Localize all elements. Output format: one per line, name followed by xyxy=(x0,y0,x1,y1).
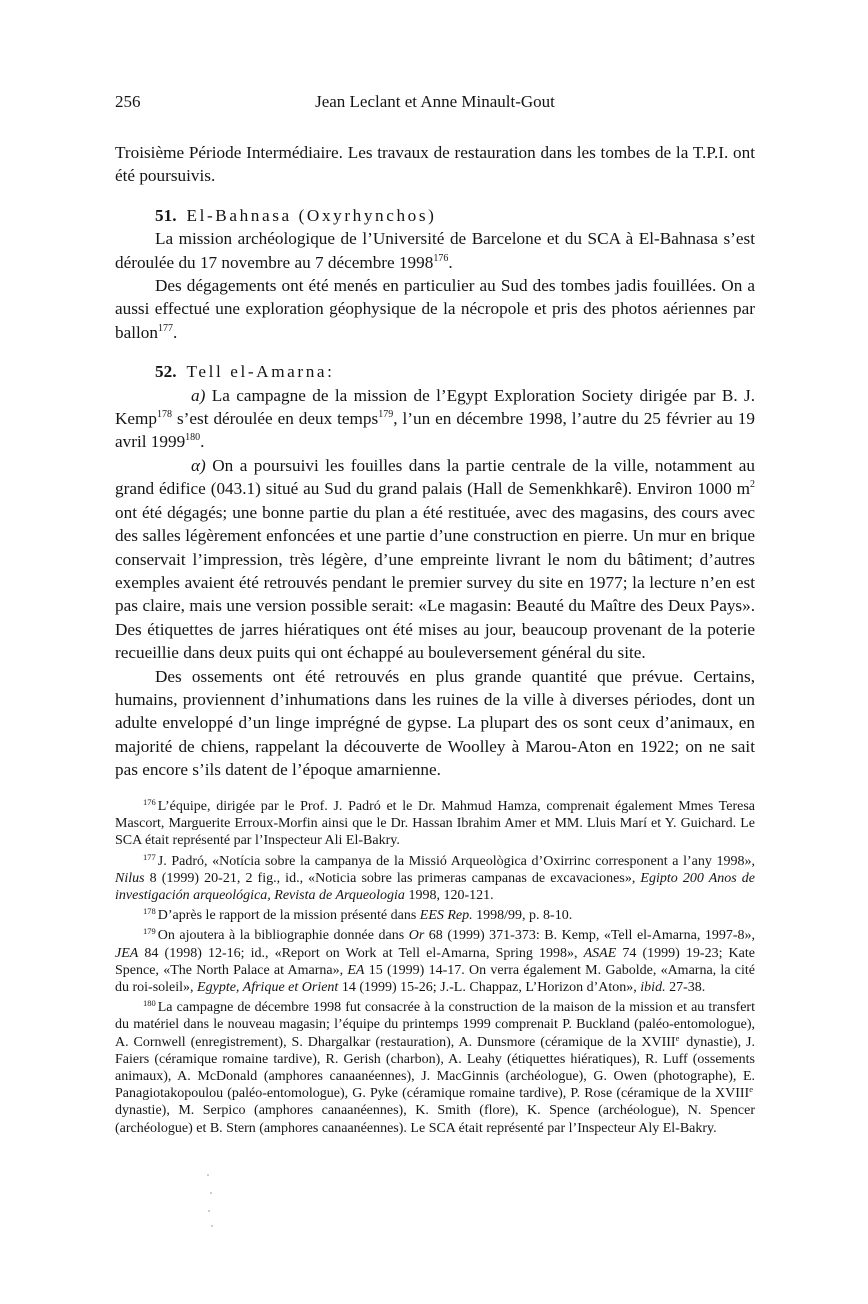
subsection-label: α) xyxy=(191,455,206,475)
section-52-paragraph-bones: Des ossements ont été retrouvés en plus grande quantité que prévue. Certains, humains, proviennent d’inhumations dans les ruines de la ville à diverses périodes, dont un adulte enveloppé d’un linge imprégné de gypse. La plupart des os sont ceux d’animaux, en majorité de chiens, rappelant la découverte de Woolley à Marou-Aton en 1922; on ne sait pas encore s’ils datent de l’époque amarnienne. xyxy=(115,666,755,780)
section-title: Tell el-Amarna: xyxy=(186,362,335,382)
section-52-paragraph-alpha: α) On a poursuivi les fouilles dans la partie centrale de la ville, notamment au grand édifice (043.1) situé au Sud du grand palais (Hall de Semenkhkarê). Environ 1000 $m^2$ ont été dégagés; une bonne partie du plan a été restituée, avec des magasins, des cours avec des salles légèrement enfoncées et une partie d’une construction en pierre. Un mur en brique conservait l’impression, très légère, d’une empreinte livrant le nom du bâtiment; d’autres exemples avaient été retrouvés pendant le premier survey du site en 1977; la lecture n’en est pas claire, mais une version possible serait: «Le magasin: Beauté du Maître des Deux Pays». Des étiquettes de jarres hiératiques ont été mises au jour, beaucoup provenant de la poterie recueillie dans deux puits qui ont échappé au bouleversement général du site. xyxy=(115,455,755,663)
footnote-179: $^{179}$ On ajoutera à la bibliographie donnée dans Or 68 (1999) 371-373: B. Kemp, «Tell el-Amarna, 1997-8», JEA 84 (1998) 12-16; id., «Report on Work at Tell el-Amarna, Spring 1998», ASAE 74 (1999) 19-23; Kate Spence, «The North Palace at Amarna», EA 15 (1999) 14-17. On verra également M. Gabolde, «Amarna, la cité du roi-soleil», Egypte, Afrique et Orient 14 (1999) 15-26; J.-L. Chappaz, L’Horizon d’Aton», ibid. 27-38. xyxy=(115,926,756,996)
footnote-number: 178 xyxy=(143,906,156,917)
running-header xyxy=(115,92,755,116)
footnote-number: 180 xyxy=(143,998,156,1009)
section-52-heading xyxy=(115,360,755,383)
footnote-176: $^{176}$ L’équipe, dirigée par le Prof. J. Padró et le Dr. Mahmud Hamza, comprenait également Mmes Teresa Mascort, Marguerite Erroux-Morfin ainsi que le Dr. Hassan Ibrahim Amer et MM. Lluis Marí et Y. Guichard. Le SCA était représenté par l’Inspecteur Ali El-Bakry. xyxy=(115,797,755,849)
footnotes xyxy=(115,798,755,1137)
footnote-ref: 179 xyxy=(378,409,394,421)
section-51-paragraph-2: Des dégagements ont été menés en particulier au Sud des tombes jadis fouillées. On a aussi effectué une exploration géophysique de la nécropole et pris des photos aériennes par ballon$^{177}$. xyxy=(115,276,755,342)
footnote-ref: 177 xyxy=(157,322,173,334)
intro-paragraph: Troisième Période Intermédiaire. Les travaux de restauration dans les tombes de la T.P.I. ont été poursuivis. xyxy=(115,143,755,186)
footnote-180: $^{180}$ La campagne de décembre 1998 fut consacrée à la construction de la maison de la mission et au transfert du matériel dans le nouveau magasin; l’équipe du printemps 1999 comprenait P. Buckland (paléo-entomologue), A. Cornwell (enregistrement), S. Dhargalkar (restauration), A. Dunsmore (céramique de la XVIIIe dynastie), J. Faiers (céramique romaine tardive), R. Gerish (charbon), A. Leahy (étiquettes hiératiques), R. Luff (ossements animaux), A. McDonald (amphores canaanéennes), J. MacGinnis (archéologue), G. Owen (photographe), E. Panagiotakopoulou (paléo-entomologue), G. Pyke (céramique romaine tardive), P. Rose (céramique de la XVIIIe dynastie), M. Serpico (amphores canaanéennes), K. Smith (flore), K. Spence (archéologue), N. Spencer (archéologue) et B. Stern (amphores canaanéennes). Le SCA était représenté par l’Inspecteur Aly El-Bakry. xyxy=(115,998,755,1136)
body-text xyxy=(115,141,755,782)
footnote-number: 177 xyxy=(143,851,156,862)
section-number: 52. xyxy=(155,362,177,382)
page-number: 256 xyxy=(115,92,141,111)
footnote-178: $^{178}$ D’après le rapport de la mission présenté dans EES Rep. 1998/99, p. 8-10. xyxy=(143,906,573,924)
section-51-paragraph-1: La mission archéologique de l’Université de Barcelone et du SCA à El-Bahnasa s’est déroulée du 17 novembre au 7 décembre 1998$^{176}$. xyxy=(115,229,755,272)
section-52-paragraph-a: a) La campagne de la mission de l’Egypt Exploration Society dirigée par B. J. Kemp$^{178}$ s’est déroulée en deux temps$^{179}$, l’un en décembre 1998, l’autre du 25 février au 19 avril 1999$^{180}$. xyxy=(115,385,755,452)
footnote-number: 179 xyxy=(143,926,156,937)
footnote-number: 176 xyxy=(143,797,156,807)
running-title: Jean Leclant et Anne Minault-Gout xyxy=(315,92,555,111)
subsection-label: a) xyxy=(191,385,206,405)
section-number: 51. xyxy=(155,205,177,225)
footnote-ref: 176 xyxy=(433,252,449,264)
scan-specks xyxy=(205,1170,215,1230)
footnote-177: $^{177}$ J. Padró, «Notícia sobre la campanya de la Missió Arqueològica d’Oxirrinc corresponent a l’any 1998», Nilus 8 (1999) 20-21, 2 fig., id., «Noticia sobre las primeras campanas de excavaciones», Egipto 200 Anos de investigación arqueológica, Revista de Arqueologia 1998, 120-121. xyxy=(115,851,755,904)
section-51-heading xyxy=(115,204,755,227)
footnote-ref: 180 xyxy=(185,432,201,444)
section-title: El-Bahnasa (Oxyrhynchos) xyxy=(186,205,437,225)
superscript: 2 xyxy=(750,479,755,491)
footnote-ref: 178 xyxy=(157,409,173,421)
